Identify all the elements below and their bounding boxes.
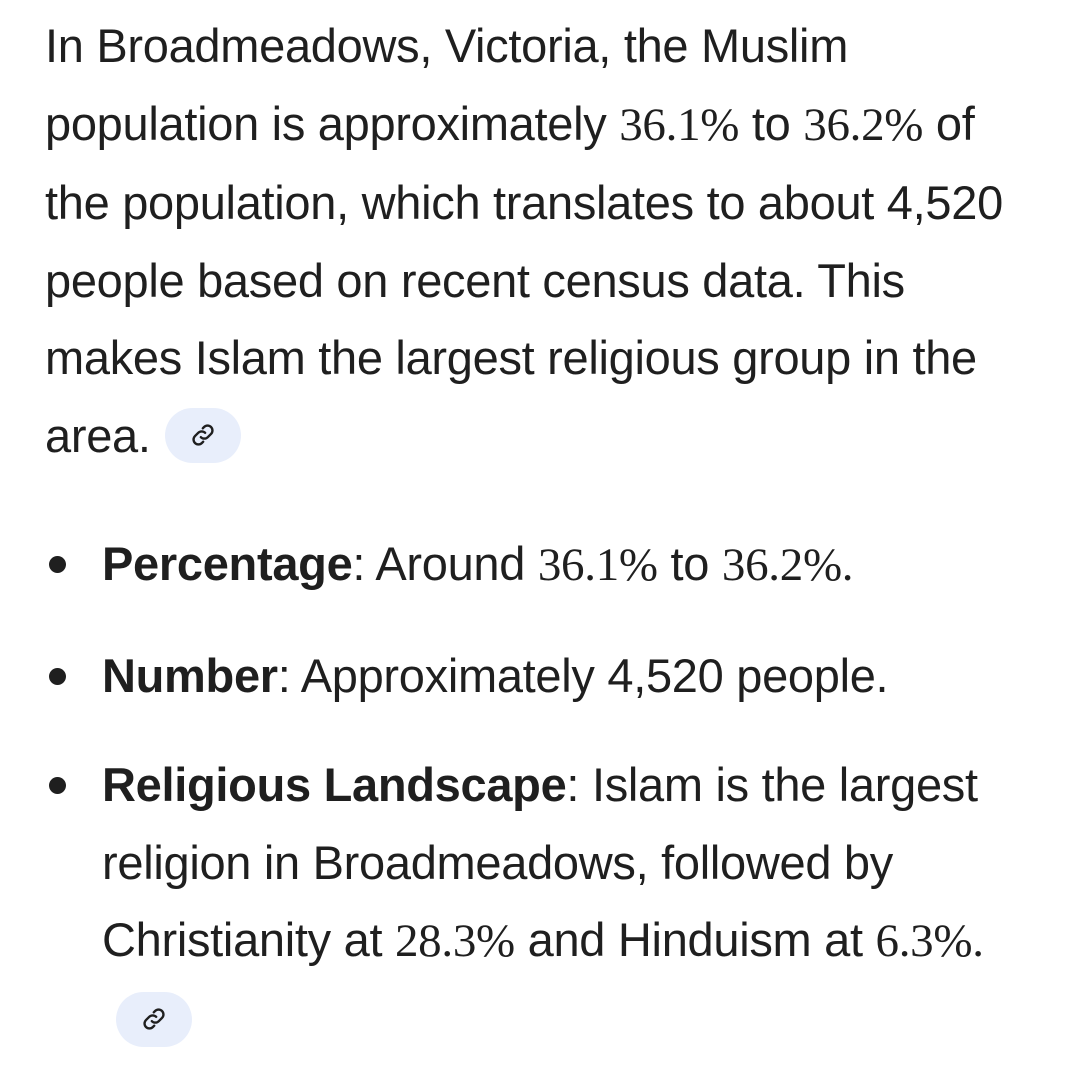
list-item-text: : Islam is the largest religion in Broadmeadows, followed by Christianity at xyxy=(102,758,978,966)
intro-percentage-high: 36.2% xyxy=(803,98,924,151)
intro-text: In Broadmeadows, Victoria, the Muslim population is approximately xyxy=(45,19,849,150)
list-item-text: : Around xyxy=(352,537,538,590)
bullet-point xyxy=(49,556,66,573)
link-icon xyxy=(190,422,216,448)
answer-content xyxy=(45,7,1035,474)
list-item-text: . xyxy=(972,915,984,967)
link-icon xyxy=(141,1006,167,1032)
list-item-term: Percentage xyxy=(102,537,353,590)
list-item-text: : Approximately 4,520 people. xyxy=(277,648,889,702)
intro-text: to xyxy=(739,96,804,150)
list-item-text: and Hinduism at xyxy=(514,913,876,966)
list-item-term: Religious Landscape xyxy=(102,758,567,811)
list-item-term: Number xyxy=(102,648,278,702)
list-item-value: 36.1% xyxy=(537,539,658,591)
intro-paragraph xyxy=(45,7,1035,474)
intro-text: of the population, which translates to about 4,520 people based on recent census data. This makes Islam the largest religious group in the area. xyxy=(45,96,1003,462)
list-item-text: to xyxy=(657,537,722,590)
source-link-button[interactable] xyxy=(165,408,241,463)
intro-percentage-low: 36.1% xyxy=(619,98,740,151)
list-item-value: 28.3% xyxy=(394,915,515,967)
bullet-point xyxy=(49,668,66,685)
source-link-button[interactable] xyxy=(116,992,192,1047)
list-item-value: 36.2% xyxy=(721,539,842,591)
list-item xyxy=(45,746,1035,1058)
list-item-text: . xyxy=(841,539,854,591)
details-list xyxy=(45,525,1035,1058)
list-item xyxy=(45,525,1035,605)
list-item-value: 6.3% xyxy=(875,915,973,967)
bullet-point xyxy=(49,777,66,794)
list-item xyxy=(45,637,1035,715)
